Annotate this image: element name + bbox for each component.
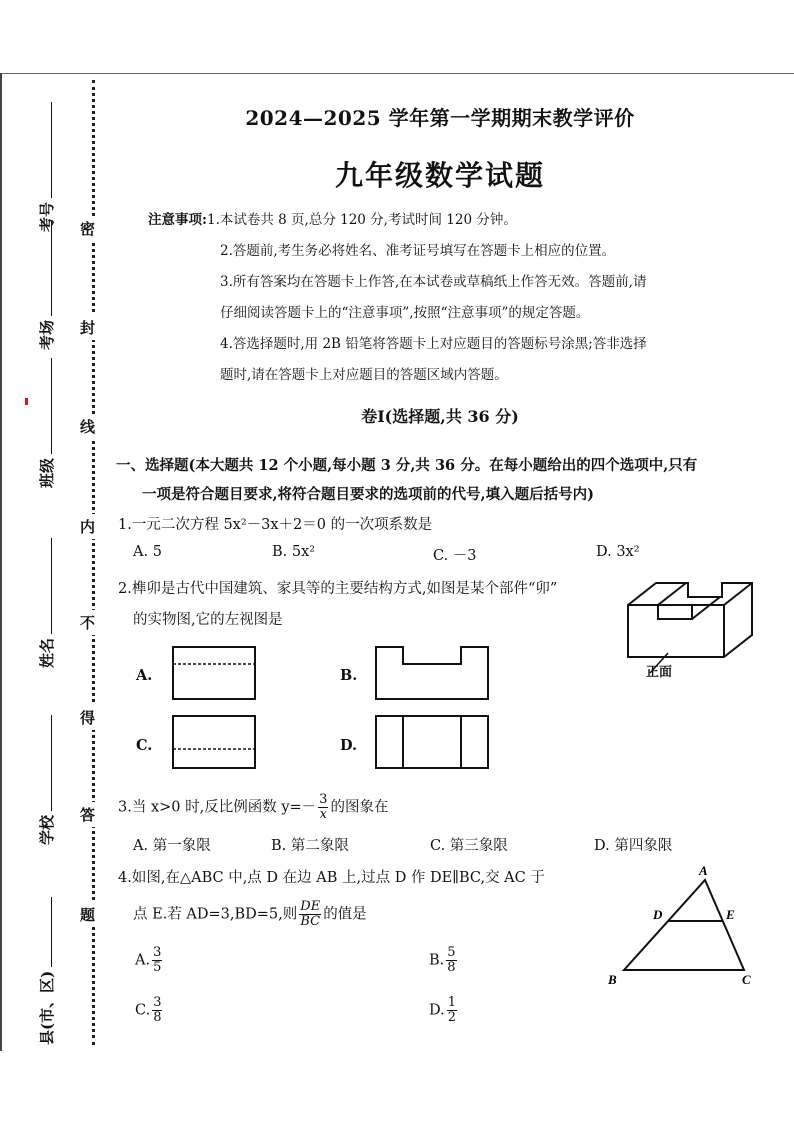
question-4-line2 (133, 900, 367, 929)
note-item: 2.答题前,考生务必将姓名、准考证号填写在答题卡上相应的位置。 (220, 243, 616, 259)
seal-char: 内 (80, 514, 95, 539)
q2-option-c: C. (136, 737, 153, 754)
point-d-label: D (653, 907, 663, 922)
seal-char: 密 (80, 216, 95, 241)
seal-char: 得 (80, 705, 95, 730)
q3-option-a: A. 第一象限 (133, 838, 211, 854)
fraction-denominator: 8 (153, 1010, 162, 1025)
seal-char: 封 (80, 315, 95, 340)
note-item: 1.本试卷共 8 页,总分 120 分,考试时间 120 分钟。 (206, 212, 517, 228)
q4-stem-post: 的值是 (323, 906, 367, 923)
q1-option-b: B. 5x² (272, 544, 316, 560)
point-c-label: C (742, 972, 751, 987)
option-label: A. (135, 952, 151, 969)
question-1: 1.一元二次方程 5x²－3x＋2＝0 的一次项系数是 (118, 517, 433, 533)
q3-stem-pre: 3.当 x>0 时,反比例函数 y=－ (118, 799, 317, 816)
point-b-label: B (608, 972, 617, 987)
option-fraction (152, 946, 162, 975)
option-fraction (447, 996, 457, 1025)
fraction-numerator: 3 (153, 945, 162, 960)
question-2-line1: 2.榫卯是古代中国建筑、家具等的主要结构方式,如图是某个部件“卯” (118, 581, 558, 597)
seal-char: 题 (80, 902, 95, 927)
q2-option-b: B. (340, 667, 358, 684)
q1-option-d: D. 3x² (596, 544, 640, 560)
question-4-line1: 4.如图,在△ABC 中,点 D 在边 AB 上,过点 D 作 DE∥BC,交 AC 于 (118, 870, 545, 886)
q2-option-a-figure (172, 646, 258, 702)
fraction-denominator: 5 (153, 960, 162, 975)
front-label: 正面 (646, 665, 673, 680)
q2-option-a: A. (136, 667, 153, 684)
option-fraction (152, 996, 162, 1025)
seal-char: 不 (80, 610, 95, 635)
q3-stem-post: 的图象在 (330, 799, 389, 816)
triangle-figure (600, 860, 770, 990)
option-label: D. (429, 1002, 445, 1019)
seal-char: 线 (80, 414, 95, 439)
question-2-line2: 的实物图,它的左视图是 (133, 612, 283, 628)
fraction-denominator: 8 (447, 960, 456, 975)
left-border (0, 73, 2, 1051)
seal-char: 答 (80, 802, 95, 827)
q3-option-d: D. 第四象限 (594, 838, 673, 854)
fraction-numerator: 3 (153, 995, 162, 1010)
note-item: 3.所有答案均在答题卡上作答,在本试卷或草稿纸上作答无效。答题前,请 (220, 274, 647, 290)
option-label: B. (429, 952, 445, 969)
county-field: 县(市、区) (36, 897, 57, 1045)
option-label: C. (135, 1002, 151, 1019)
term-title: 2024—2025 学年第一学期期末教学评价 (245, 106, 635, 130)
q2-option-c-figure (172, 715, 258, 771)
question-3 (118, 793, 388, 822)
q4-option-a (135, 946, 164, 975)
fraction-denominator: BC (300, 914, 321, 929)
section-line: 一项是符合题目要求,将符合题目要求的选项前的代号,填入题后括号内) (142, 486, 594, 503)
point-a-label: A (699, 863, 708, 878)
fraction-numerator: 5 (447, 945, 456, 960)
fraction-numerator: 3 (319, 792, 328, 807)
note-item: 题时,请在答题卡上对应题目的答题区域内答题。 (220, 367, 508, 383)
q3-fraction (318, 793, 328, 822)
q4-fraction (299, 900, 321, 929)
q4-option-d (429, 996, 459, 1025)
school-field: 学校 (36, 715, 57, 845)
option-fraction (446, 946, 456, 975)
q2-option-d: D. (340, 737, 358, 754)
room-field: 考场 (36, 220, 57, 350)
fraction-denominator: 2 (447, 1010, 456, 1025)
q2-option-b-figure (375, 646, 490, 702)
q4-option-c (135, 996, 164, 1025)
q4-option-b (429, 946, 459, 975)
q1-option-c: C. －3 (433, 548, 477, 564)
red-mark (25, 398, 28, 405)
q4-stem-pre: 点 E.若 AD=3,BD=5,则 (133, 906, 298, 923)
q1-option-a: A. 5 (133, 544, 162, 560)
note-item: 4.答选择题时,用 2B 铅笔将答题卡上对应题目的答题标号涂黑;答非选择 (220, 336, 647, 352)
fraction-denominator: x (319, 807, 327, 822)
q3-option-c: C. 第三象限 (430, 838, 508, 854)
q2-option-d-figure (375, 715, 490, 771)
point-e-label: E (726, 907, 735, 922)
fraction-numerator: DE (300, 899, 321, 914)
section-line: 一、选择题(本大题共 12 个小题,每小题 3 分,共 36 分。在每小题给出的四个选项中,只有 (116, 457, 698, 474)
top-border (0, 73, 794, 74)
fraction-numerator: 1 (447, 995, 456, 1010)
q3-option-b: B. 第二象限 (271, 838, 349, 854)
page-title: 九年级数学试题 (334, 159, 545, 192)
instructions (148, 205, 772, 391)
notes-label: 注意事项: (148, 212, 207, 228)
section-heading (116, 451, 776, 509)
name-field: 姓名 (36, 538, 57, 668)
note-item: 仔细阅读答题卡上的“注意事项”,按照“注意事项”的规定答题。 (220, 305, 590, 321)
mortise-3d-figure (620, 575, 770, 685)
volume-heading: 卷Ⅰ(选择题,共 36 分) (361, 407, 519, 426)
class-field: 班级 (36, 358, 57, 488)
exam-no-field: 考号 (36, 102, 57, 232)
